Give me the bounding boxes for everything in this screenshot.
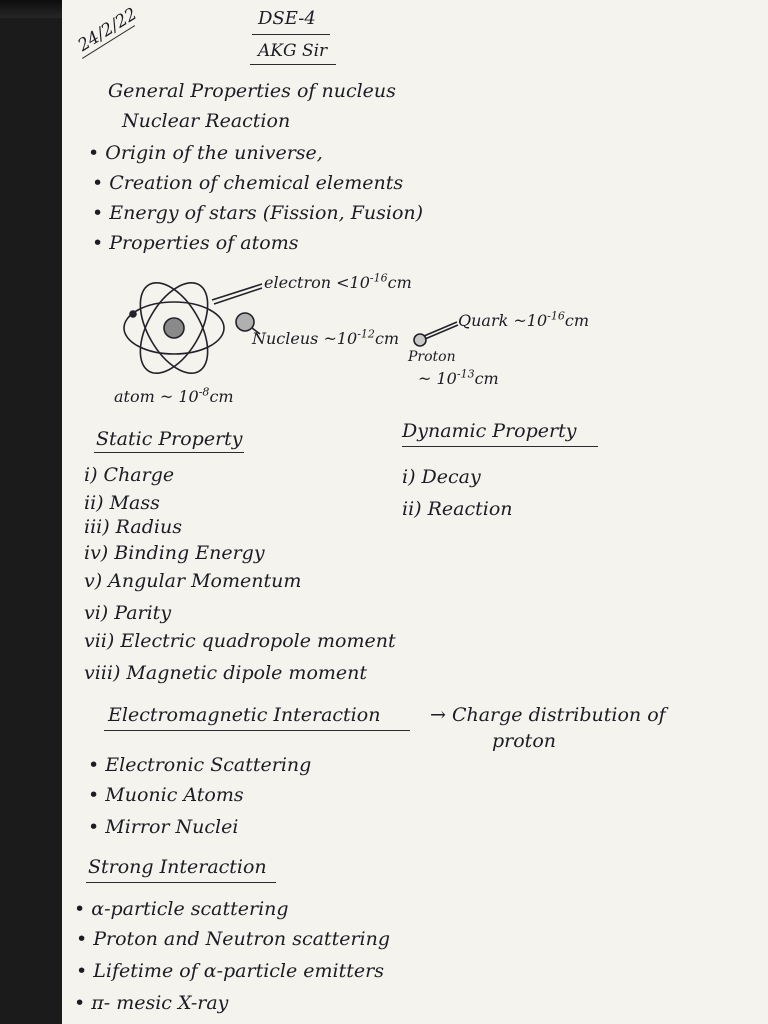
electron-label: electron $<10^{-16}cm$ [264, 271, 412, 292]
quark-pointer-2 [425, 325, 458, 339]
electron-dot [130, 311, 136, 317]
strong-item-3: • Lifetime of α-particle emitters [76, 960, 384, 982]
em-item-3: • Mirror Nuclei [88, 816, 239, 838]
dynamic-item-1: i) Decay [402, 466, 481, 488]
intro-bullet-4: • Properties of atoms [92, 232, 299, 254]
proton-size: ~ $10^{-13}cm$ [418, 367, 499, 388]
em-item-2: • Muonic Atoms [88, 784, 244, 806]
electron-pointer [212, 284, 262, 300]
intro-bullet-1: • Origin of the universe, [88, 142, 323, 164]
atom-nucleus [164, 318, 184, 338]
intro-bullet-3: • Energy of stars (Fission, Fusion) [92, 202, 424, 224]
static-heading-underline [94, 452, 244, 453]
static-item-8: viii) Magnetic dipole moment [84, 662, 368, 684]
notebook-page [62, 0, 768, 1024]
dynamic-heading-underline [402, 446, 598, 447]
nucleus-label: Nucleus $\sim 10^{-12}cm$ [252, 327, 400, 348]
intro-bullet-2: • Creation of chemical elements [92, 172, 404, 194]
quark-pointer [424, 322, 457, 336]
static-item-6: vi) Parity [84, 602, 172, 624]
static-item-2: ii) Mass [84, 492, 160, 514]
em-arrow-text-2: proton [492, 730, 556, 752]
quark-label: Quark $\sim 10^{-16}cm$ [458, 309, 590, 330]
strong-item-4: • π- mesic X-ray [74, 992, 229, 1014]
proton-label: Proton [408, 349, 456, 365]
static-item-5: v) Angular Momentum [84, 570, 302, 592]
static-item-4: iv) Binding Energy [84, 542, 265, 564]
strong-item-2: • Proton and Neutron scattering [76, 928, 391, 950]
teacher-underline [250, 64, 336, 65]
em-heading-underline [104, 730, 410, 731]
title-line-1: General Properties of nucleus [108, 80, 396, 102]
title-line-2: Nuclear Reaction [122, 110, 291, 132]
em-interaction-heading: Electromagnetic Interaction [108, 704, 381, 726]
em-item-1: • Electronic Scattering [88, 754, 312, 776]
static-item-3: iii) Radius [84, 516, 182, 538]
dynamic-property-heading: Dynamic Property [402, 420, 577, 442]
dynamic-item-2: ii) Reaction [402, 498, 513, 520]
teacher-name: AKG Sir [258, 41, 328, 61]
static-item-1: i) Charge [84, 464, 175, 486]
strong-interaction-heading: Strong Interaction [88, 856, 267, 878]
static-item-7: vii) Electric quadropole moment [84, 630, 396, 652]
electron-pointer-2 [214, 288, 262, 304]
em-arrow-text: → Charge distribution of [430, 704, 666, 726]
strong-heading-underline [86, 882, 276, 883]
course-code: DSE-4 [258, 8, 316, 29]
course-underline [252, 34, 330, 35]
static-property-heading: Static Property [96, 428, 243, 450]
date-note: 24/2/22 [74, 4, 141, 56]
strong-item-1: • α-particle scattering [74, 898, 289, 920]
atom-label: atom ~ $10^{-8}cm$ [114, 385, 234, 406]
